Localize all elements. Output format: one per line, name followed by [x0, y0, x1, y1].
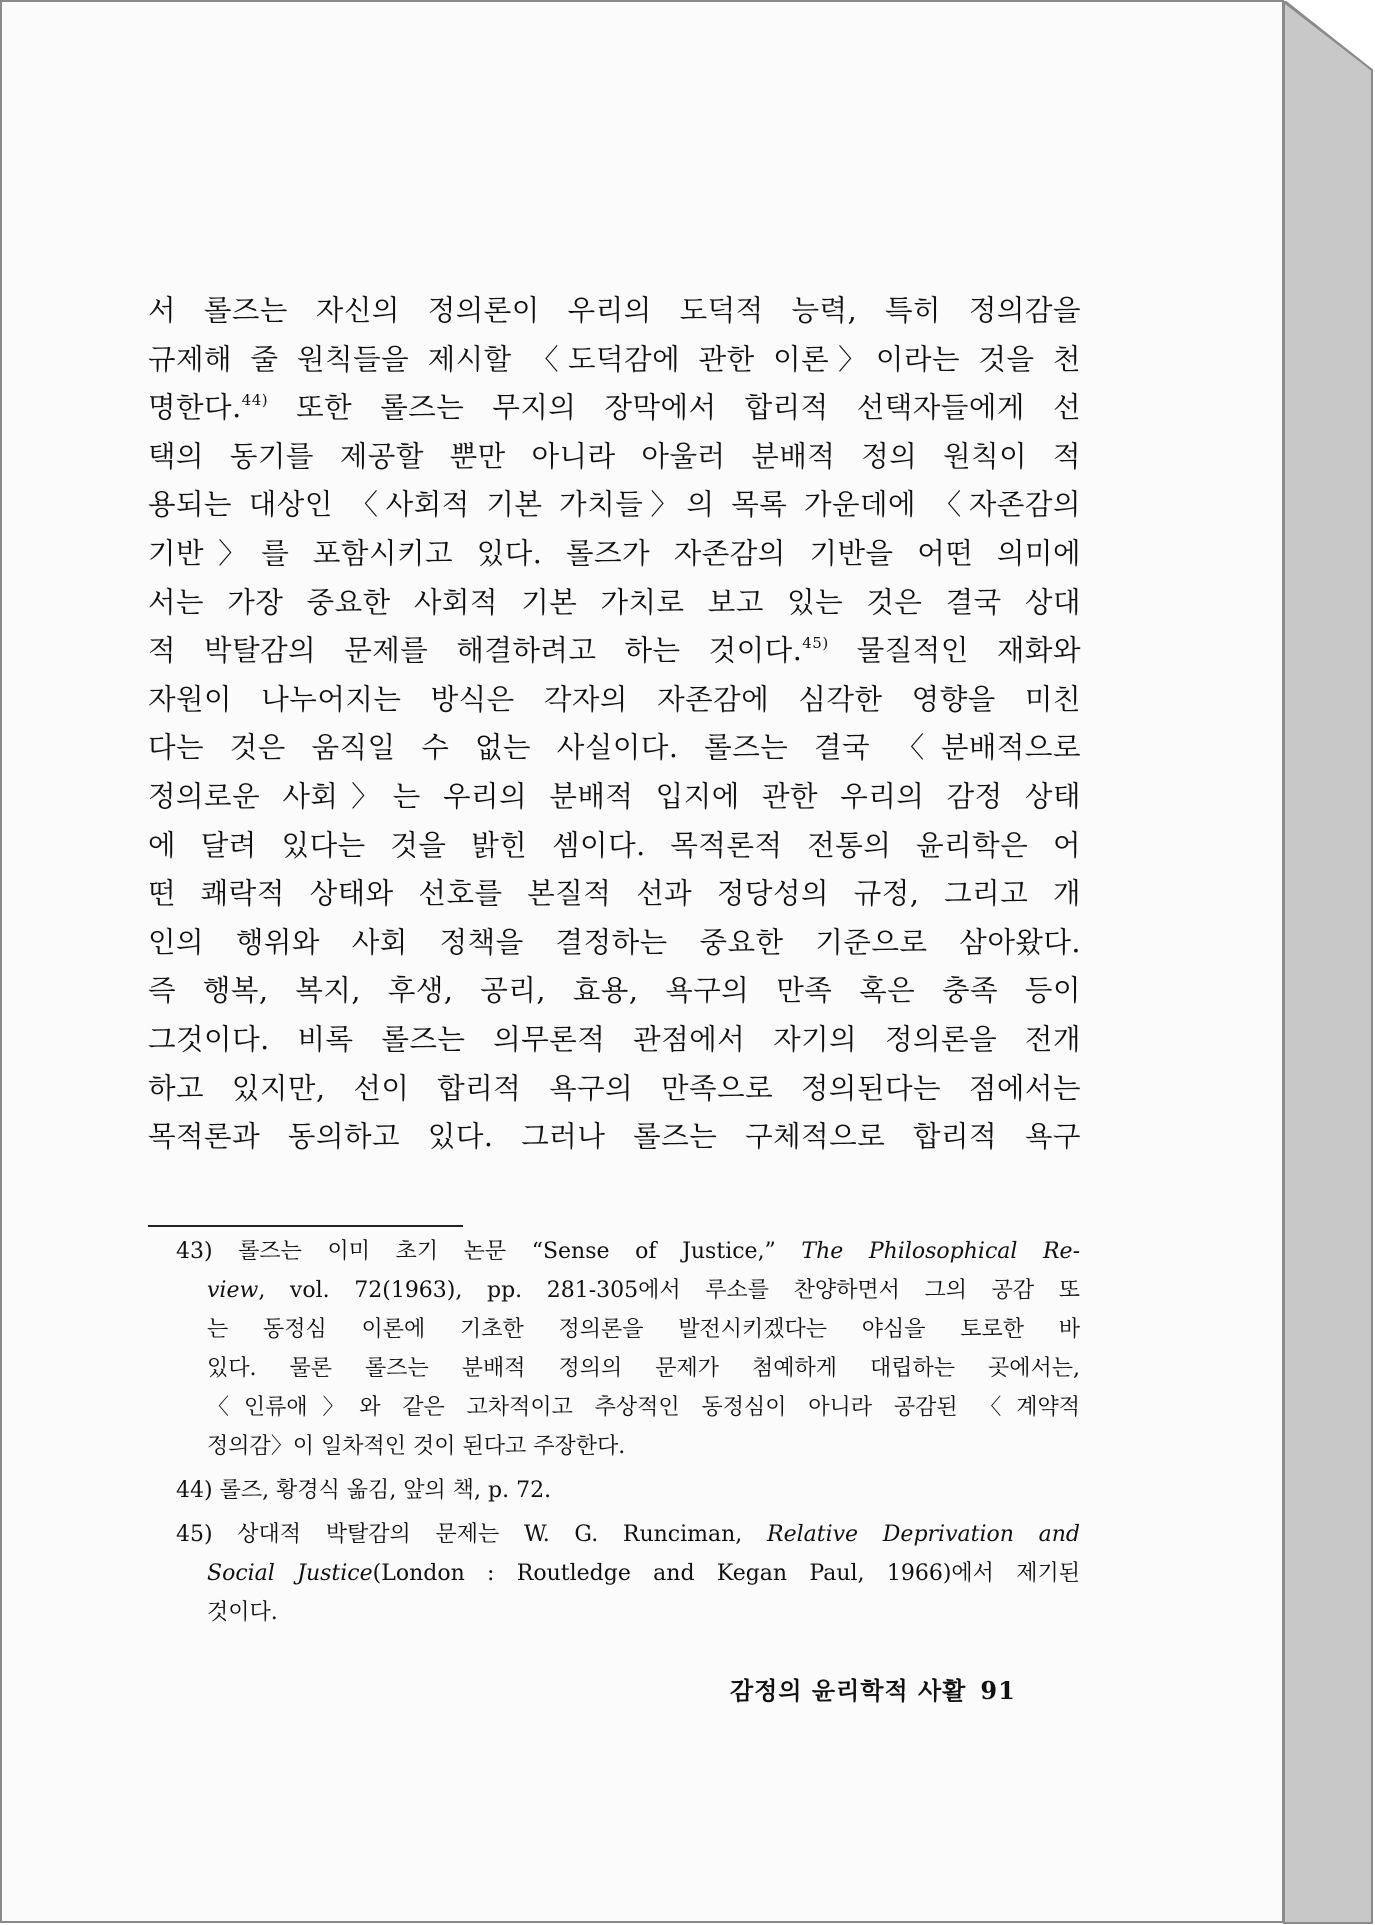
footnote-line	[176, 1271, 1080, 1310]
footnote-line	[176, 1515, 1080, 1554]
body-text	[148, 287, 1081, 1162]
footnote-44	[176, 1471, 1080, 1510]
footnote-text: (London : Routledge and Kegan Paul, 1966)에서 제기된	[372, 1561, 1080, 1586]
footnote-43	[176, 1232, 1080, 1466]
body-line: 서는 가장 중요한 사회적 기본 가치로 보고 있는 것은 결국 상대	[148, 585, 1081, 619]
footnote-line: 는 동정심 이론에 기초한 정의론을 발전시키겠다는 야심을 토로한 바	[207, 1317, 1080, 1342]
footnote-45	[176, 1515, 1080, 1632]
footnote-ref-45: 45)	[802, 634, 829, 653]
footnote-text: , vol. 72(1963), pp. 281-305에서 루소를 찬양하면서 그의 공감 또	[258, 1278, 1080, 1303]
body-line: 하고 있지만, 선이 합리적 욕구의 만족으로 정의된다는 점에서는	[148, 1071, 1081, 1105]
body-line	[148, 384, 1081, 433]
body-line: 떤 쾌락적 상태와 선호를 본질적 선과 정당성의 규정, 그리고 개	[148, 877, 1081, 911]
body-line: 목적론과 동의하고 있다. 그러나 롤즈는 구체적으로 합리적 욕구	[148, 1120, 1081, 1154]
footnote-line: 정의감〉이 일차적인 것이 된다고 주장한다.	[207, 1434, 626, 1459]
footnote-ref-44: 44)	[241, 391, 269, 410]
page-number: 91	[980, 1676, 1016, 1705]
running-footer	[730, 1671, 1050, 1706]
footnote-separator	[148, 1225, 463, 1227]
body-line: 에 달려 있다는 것을 밝힌 셈이다. 목적론적 전통의 윤리학은 어	[148, 828, 1081, 862]
body-line: 자원이 나누어지는 방식은 각자의 자존감에 심각한 영향을 미친	[148, 682, 1081, 716]
running-head-title: 감정의 윤리학적 사활	[730, 1676, 967, 1705]
footnote-line: 〈인류애〉와 같은 고차적이고 추상적인 동정심이 아니라 공감된 〈계약적	[207, 1395, 1080, 1420]
footnote-line	[176, 1554, 1080, 1593]
footnote-line: 있다. 물론 롤즈는 분배적 정의의 문제가 첨예하게 대립하는 곳에서는,	[207, 1356, 1080, 1381]
body-text-run: 적 박탈감의 문제를 해결하려고 하는 것이다.	[148, 634, 803, 668]
body-line: 정의로운 사회〉는 우리의 분배적 입지에 관한 우리의 감정 상태	[148, 779, 1081, 813]
footnote-italic-title: The Philosophical Re-	[801, 1239, 1081, 1264]
footnote-italic-title: view	[207, 1278, 259, 1303]
body-text-run: 명한다.	[148, 391, 242, 425]
footnote-italic-title: Relative Deprivation and	[767, 1522, 1080, 1547]
body-line: 용되는 대상인 〈사회적 기본 가치들〉의 목록 가운데에 〈자존감의	[148, 488, 1081, 522]
footnote-line: 44) 롤즈, 황경식 옮김, 앞의 책, p. 72.	[176, 1478, 552, 1503]
body-line: 규제해 줄 원칙들을 제시할 〈도덕감에 관한 이론〉이라는 것을 천	[148, 342, 1081, 376]
body-line: 즉 행복, 복지, 후생, 공리, 효용, 욕구의 만족 혹은 충족 등이	[148, 974, 1081, 1008]
body-line: 다는 것은 움직일 수 없는 사실이다. 롤즈는 결국 〈분배적으로	[148, 731, 1081, 765]
body-line: 서 롤즈는 자신의 정의론이 우리의 도덕적 능력, 특히 정의감을	[148, 294, 1081, 327]
footnotes	[176, 1232, 1080, 1632]
footnote-line: 것이다.	[207, 1600, 278, 1625]
footnote-italic-title: Social Justice	[207, 1561, 373, 1586]
body-text-run: 또한 롤즈는 무지의 장막에서 합리적 선택자들에게 선	[268, 391, 1081, 425]
body-line: 택의 동기를 제공할 뿐만 아니라 아울러 분배적 정의 원칙이 적	[148, 439, 1081, 473]
body-text-run: 물질적인 재화와	[828, 634, 1081, 668]
footnote-text: 45) 상대적 박탈감의 문제는 W. G. Runciman,	[176, 1522, 768, 1547]
body-line	[148, 627, 1081, 676]
body-line: 인의 행위와 사회 정책을 결정하는 중요한 기준으로 삼아왔다.	[148, 925, 1081, 959]
footnote-text: 43) 롤즈는 이미 초기 논문 “Sense of Justice,”	[176, 1239, 802, 1264]
footnote-line	[176, 1232, 1080, 1271]
body-line: 기반〉를 포함시키고 있다. 롤즈가 자존감의 기반을 어떤 의미에	[148, 536, 1081, 570]
body-line: 그것이다. 비록 롤즈는 의무론적 관점에서 자기의 정의론을 전개	[148, 1022, 1081, 1056]
